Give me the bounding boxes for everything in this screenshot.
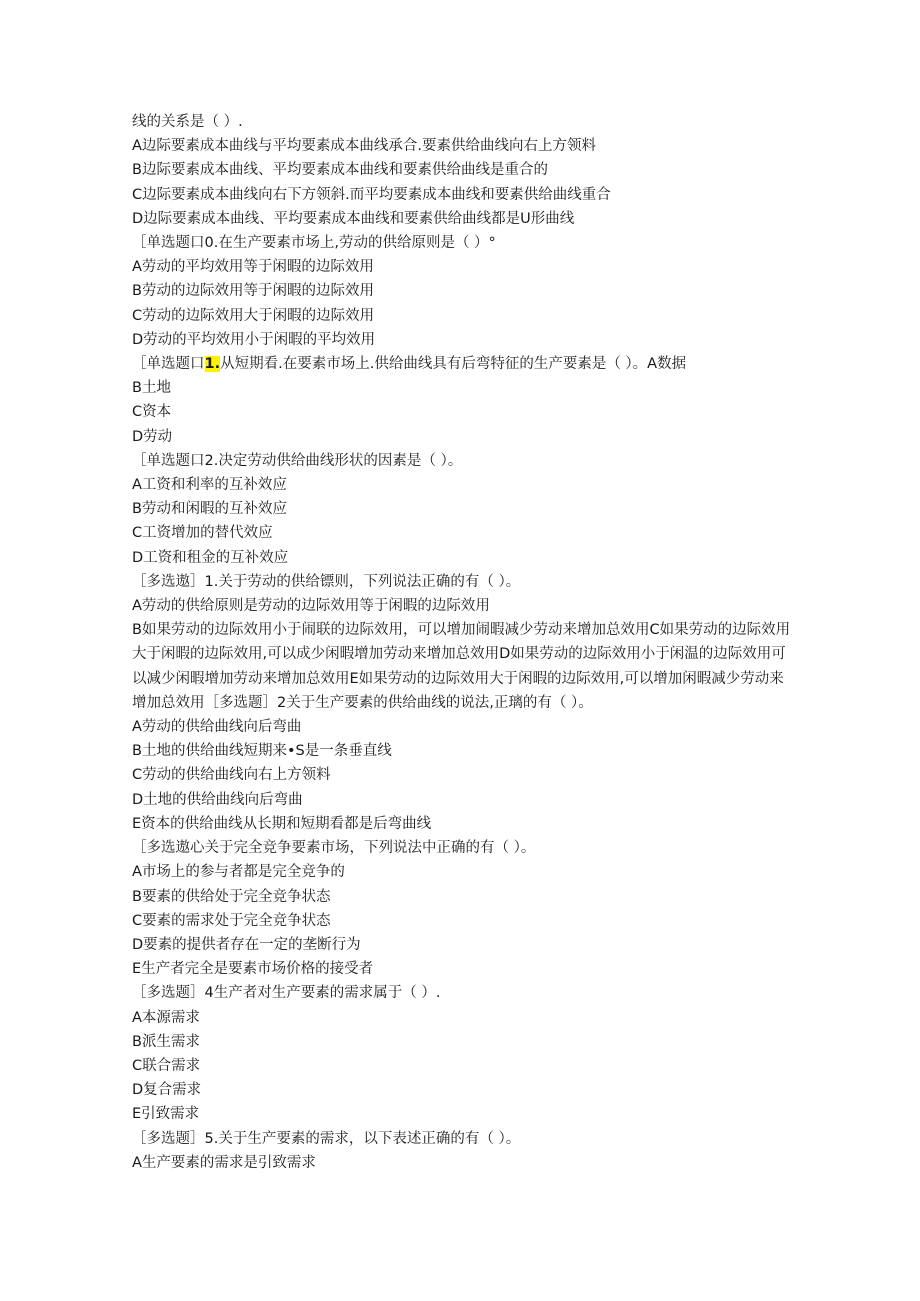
option-a: A劳动的供给曲线向后弯曲 — [132, 719, 302, 736]
option-d: D边际要素成本曲线、平均要素成本曲线和要素供给曲线都是U形曲线 — [132, 210, 575, 227]
option-c: C工资增加的替代效应 — [132, 525, 273, 542]
option-a: A市场上的参与者都是完全竞争的 — [132, 864, 345, 881]
option-a: A本源需求 — [132, 1009, 200, 1026]
option-b: B土地的供给曲线短期来•S是一条垂直线 — [132, 743, 392, 760]
option-c: C劳动的供给曲线向右上方领料 — [132, 767, 331, 784]
option-paragraph: B如果劳动的边际效用小于闹联的边际效用，可以增加闹暇减少劳动来增加总效用C如果劳动的边际效用大于闲暇的边际效用,可以成少闲暇增加劳动来增加总效用D如果劳动的边际效用小于闲温的边际效用可以减少闲暇增加劳动来增加总效用E如果劳动的边际效用大于闲暇的边际效用,可以增加闲暇减少劳动来增加总效用［多选题］2关于生产要素的供给曲线的说法,正璃的有（ ）。 — [132, 622, 791, 711]
option-d: D土地的供给曲线向后弯曲 — [132, 791, 303, 808]
option-b: B劳动的边际效用等于闲暇的边际效用 — [132, 283, 374, 300]
option-c: C劳动的边际效用大于闲暇的边际效用 — [132, 307, 375, 324]
option-b: B要素的供给处于完全竞争状态 — [132, 888, 331, 905]
option-e: E引致需求 — [132, 1106, 200, 1123]
option-d: D工资和租金的互补效应 — [132, 549, 289, 566]
option-e: E生产者完全是要素市场价格的接受者 — [132, 961, 374, 978]
option-b: B派生需求 — [132, 1033, 200, 1050]
option-d: D复合需求 — [132, 1082, 202, 1099]
option-a: A劳动的供给原则是劳动的边际效用等于闲暇的边际效用 — [132, 598, 490, 615]
question-prefix: ［单选题口 — [132, 356, 205, 373]
highlighted-number: 1. — [204, 356, 221, 373]
option-c: C资本 — [132, 404, 172, 421]
option-b: B劳动和闲暇的互补效应 — [132, 501, 287, 518]
option-d: D要素的提供者存在一定的垄断行为 — [132, 936, 361, 953]
option-c: C边际要素成本曲线向右下方领斜.而平均要素成本曲线和要素供给曲线重合 — [132, 186, 611, 203]
option-c: C联合需求 — [132, 1057, 201, 1074]
question-text: 从短期看.在要素市场上.供给曲线具有后弯特征的生产要素是（ ）。A数据 — [220, 356, 687, 373]
option-a: A边际要素成本曲线与平均要素成本曲线承合.要素供给曲线向右上方领料 — [132, 138, 597, 155]
option-b: B边际要素成本曲线、平均要素成本曲线和要素供给曲线是重合的 — [132, 162, 548, 179]
question-heading: ［单选题口2.决定劳动供给曲线形状的因素是（ ）。 — [132, 452, 463, 469]
question-heading: ［单选题口0.在生产要素市场上,劳动的供给原则是（ ）° — [132, 235, 496, 252]
option-b: B土地 — [132, 380, 171, 397]
question-heading — [132, 352, 792, 376]
question-heading: ［多选遨］1.关于劳动的供给镖则，下列说法正确的有（ ）。 — [132, 573, 521, 590]
option-e: E资本的供给曲线从长期和短期看都是后弯曲线 — [132, 815, 432, 832]
question-heading: ［多选遨心关于完全竞争要素市场，下列说法中正确的有（ ）。 — [132, 840, 536, 857]
question-heading: ［多选题］5.关于生产要素的需求，以下表述正确的有（ ）。 — [132, 1130, 521, 1147]
option-a: A生产要素的需求是引致需求 — [132, 1154, 316, 1171]
document-body — [132, 110, 792, 1175]
option-d: D劳动的平均效用小于闲暇的平均效用 — [132, 331, 376, 348]
option-c: C要素的需求处于完全竞争状态 — [132, 912, 331, 929]
option-d: D劳动 — [132, 428, 173, 445]
option-a: A工资和利率的互补效应 — [132, 477, 287, 494]
question-heading: ［多选题］4生产者对生产要素的需求属于（ ）. — [132, 985, 441, 1002]
text-line: 线的关系是（ ）. — [132, 114, 243, 130]
option-a: A劳动的平均效用等于闲暇的边际效用 — [132, 259, 374, 276]
